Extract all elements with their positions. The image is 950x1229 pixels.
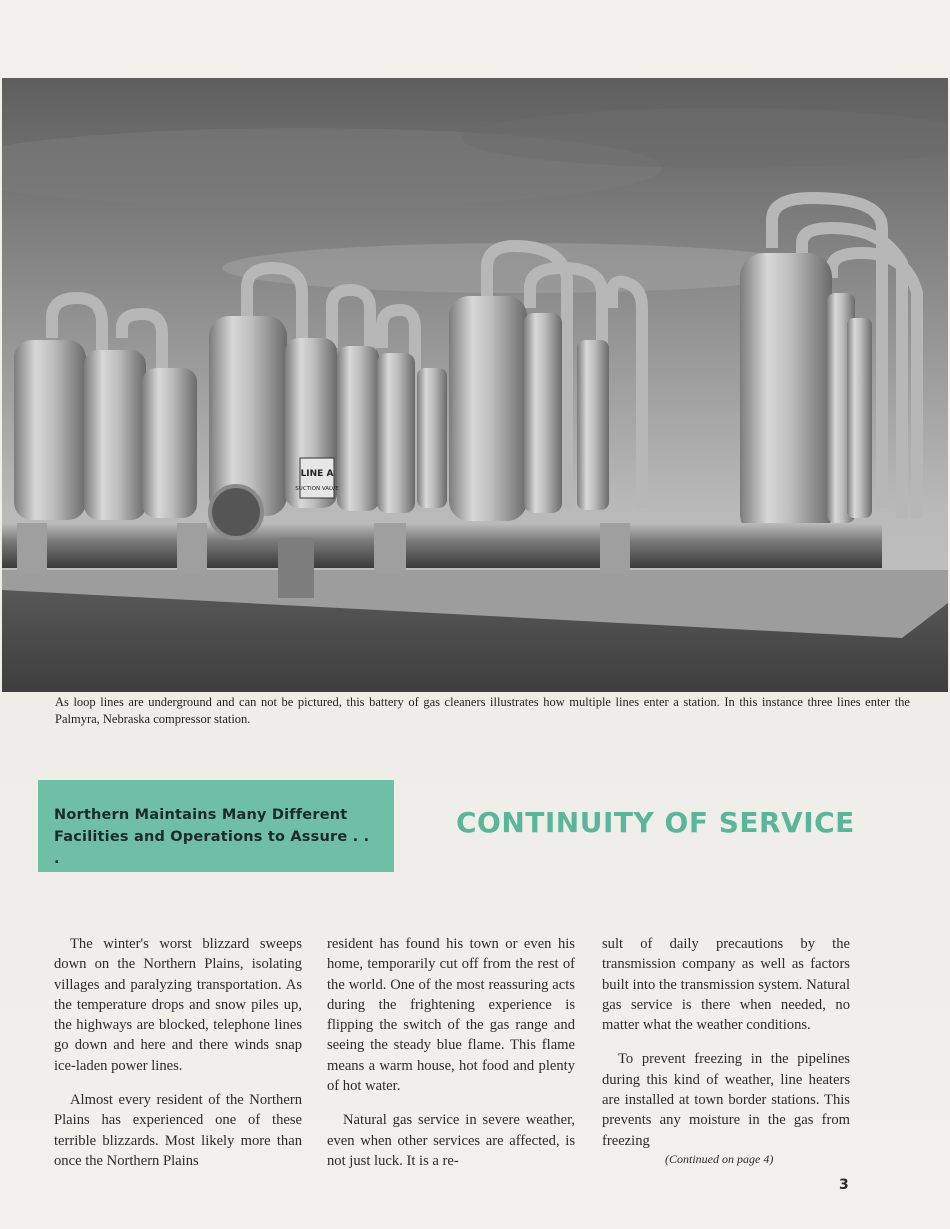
- paragraph: Almost every resident of the Northern Plains has experienced one of these terrible blizzards. Most likely more than once the Northern Plains: [54, 1092, 302, 1169]
- subheading-banner: [38, 780, 394, 872]
- paragraph: Natural gas service in severe weather, even when other services are affected, is not just luck. It is a re-: [327, 1112, 575, 1169]
- page-number: 3: [839, 1177, 849, 1193]
- paragraph: resident has found his town or even his home, temporarily cut off from the rest of the world. One of the most reassuring acts during the frightening experience is flipping the switch of the gas range and seeing the steady blue flame. This flame means a warm house, hot food and plenty of hot water.: [327, 936, 575, 1095]
- continued-note: (Continued on page 4): [665, 1152, 774, 1166]
- suction-valve-sign-text: SUCTION VALVE: [295, 486, 339, 492]
- paragraph: To prevent freezing in the pipelines during this kind of weather, line heaters are installed at town border stations. This prevents any moisture in the gas from freezing: [602, 1051, 850, 1149]
- paragraph: The winter's worst blizzard sweeps down on the Northern Plains, isolating villages and paralyzing transportation. As the temperature drops and snow piles up, the highways are blocked, telephone lines go down and here and there winds snap ice-laden power lines.: [54, 936, 302, 1074]
- line-a-sign-text: LINE A: [300, 469, 334, 479]
- gas-cleaners-photo: [2, 78, 948, 692]
- text-column-1: [54, 934, 302, 1185]
- paragraph: sult of daily precautions by the transmission company as well as factors built into the transmission system. Natural gas service is there when needed, no matter what the weather conditions.: [602, 936, 850, 1034]
- banner-line-2: Facilities and Operations to Assure . . .: [54, 829, 370, 867]
- article-title: CONTINUITY OF SERVICE: [456, 806, 855, 839]
- banner-line-1: Northern Maintains Many Different: [54, 807, 348, 823]
- photo-caption: As loop lines are underground and can not be pictured, this battery of gas cleaners illustrates how multiple lines enter a station. In this instance three lines enter the Palmyra, Nebraska compressor station.: [55, 695, 910, 726]
- text-column-2: [327, 934, 575, 1185]
- text-column-3: [602, 934, 850, 1165]
